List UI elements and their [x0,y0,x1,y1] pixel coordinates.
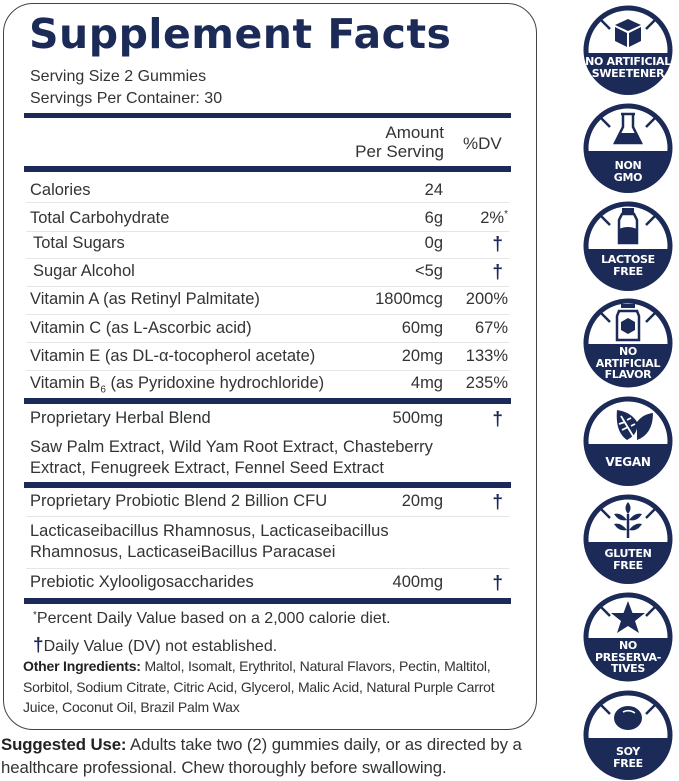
row-divider [26,342,509,343]
suggested-use: Suggested Use: Adults take two (2) gummies daily, or as directed by a healthcare professional. Chew thoroughly before swallowing. [1,735,522,777]
dagger-icon: † [492,409,503,430]
badge-vegan: VEGAN [583,396,673,486]
dagger-icon: † [492,573,503,594]
row-divider [26,258,509,259]
row-divider [26,202,509,203]
other-ingredients: Other Ingredients: Maltol, Isomalt, Erythritol, Natural Flavors, Pectin, Maltitol, Sorbitol, Sodium Citrate, Citric Acid, Glycerol, Malic Acid, Natural Purple Carrot Juice, Coconut Oil, Brazil Palm Wax [23,658,495,715]
divider-bar [24,482,511,488]
table-row: Vitamin C (as L-Ascorbic acid) 60mg 67% [30,319,508,337]
divider-bar [24,113,511,118]
badge-lactose-free: LACTOSE FREE [583,201,673,291]
badge-non-gmo: NON GMO [583,103,673,193]
badge-gluten-free: GLUTEN FREE [583,494,673,584]
footnote-dagger: †Daily Value (DV) not established. [33,635,278,656]
row-divider [26,314,509,315]
badge-no-preservatives: NO PRESERVA- TIVES [583,592,673,682]
prebiotic-row: Prebiotic Xylooligosaccharides 400mg † [30,573,503,594]
dagger-icon: † [492,492,503,513]
table-row: Total Sugars 0g † [33,234,503,255]
servings-per-container: Servings Per Container: 30 [30,90,223,107]
badge-soy-free: SOY FREE [583,690,673,780]
row-divider [26,286,509,287]
herbal-blend-row: Proprietary Herbal Blend 500mg † [30,409,503,430]
header-amount: Amount Per Serving [355,123,444,161]
probiotic-blend-row: Proprietary Probiotic Blend 2 Billion CFU 20mg † [30,492,503,513]
herbal-blend-ingredients: Saw Palm Extract, Wild Yam Root Extract, Chasteberry Extract, Fenugreek Extract, Fennel Seed Extract [30,438,433,477]
badge-no-artificial-sweetener: NO ARTIFICIAL SWEETENER [583,5,673,95]
probiotic-blend-ingredients: Lacticaseibacillus Rhamnosus, Lacticaseibacillus Rhamnosus, LacticaseiBacillus Paracasei [30,522,389,561]
row-divider [26,370,509,371]
table-row: Vitamin $B_6$ (as Pyridoxine hydrochloride) 4mg 235% [30,374,508,396]
table-row: Total Carbohydrate 6g 2%* [30,209,508,227]
divider-bar [24,166,511,172]
row-divider [26,516,509,517]
page-title: Supplement Facts [29,10,452,58]
row-divider [26,231,509,232]
dagger-icon: † [33,635,44,656]
table-row: Sugar Alcohol <5g † [33,262,503,283]
dagger-icon: † [492,262,503,283]
table-row: Calories 24 [30,181,443,199]
badge-no-artificial-flavor: NO ARTIFICIAL FLAVOR [583,298,673,388]
footnote-percent: *Percent Daily Value based on a 2,000 calorie diet. [33,610,391,627]
divider-bar [24,598,511,604]
divider-bar [24,398,511,404]
table-row: Vitamin A (as Retinyl Palmitate) 1800mcg 200% [30,290,508,308]
table-row: Vitamin E (as DL-α-tocopherol acetate) 20mg 133% [30,347,508,365]
serving-size: Serving Size 2 Gummies [30,68,207,85]
header-dv: %DV [463,134,502,153]
soybean-icon [614,706,642,730]
dagger-icon: † [492,234,503,255]
row-divider [26,568,509,569]
